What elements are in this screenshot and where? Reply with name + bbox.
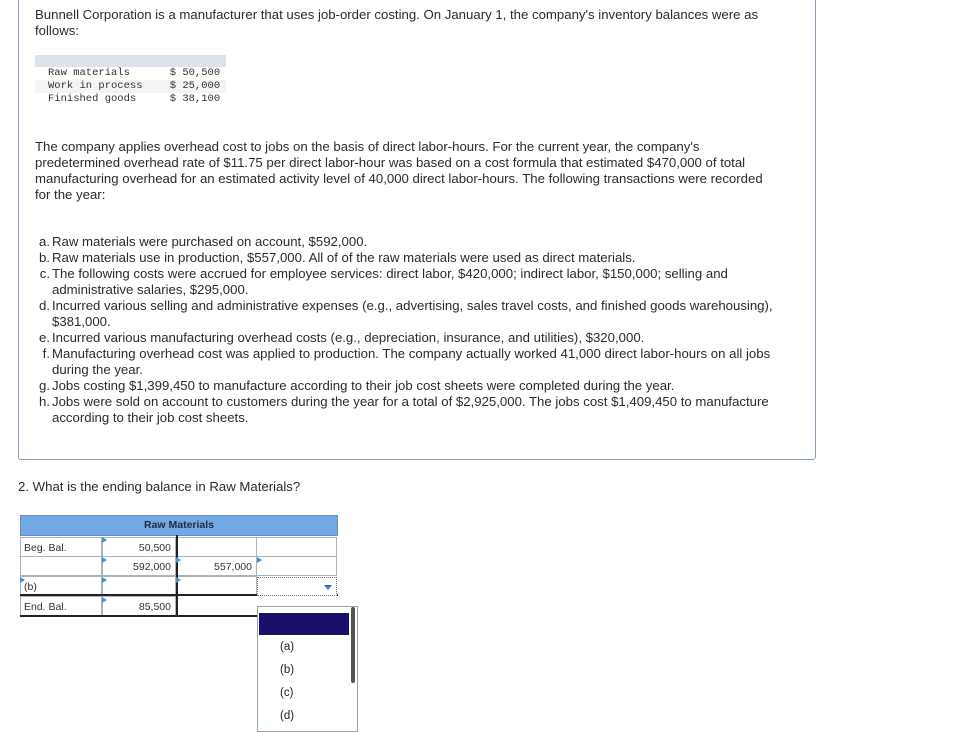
- entry-marker-icon: [102, 537, 107, 543]
- list-item: c. The following costs were accrued for employee services: direct labor, $420,000; indirect labor, $150,000; selling and administrative salaries, $295,000.: [39, 266, 728, 297]
- entry-marker-icon: [102, 557, 107, 563]
- t-account-bottom-line: [20, 615, 257, 617]
- problem-intro: Bunnell Corporation is a manufacturer that uses job-order costing. On January 1, the company's inventory balances were as follows:: [35, 7, 759, 38]
- entry-marker-icon: [176, 577, 181, 583]
- inventory-row: Finished goods $ 38,100: [48, 93, 221, 105]
- list-item: h. Jobs were sold on account to customers during the year for a total of $2,925,000. The jobs cost $1,409,450 to manufacture according to their job cost sheets.: [39, 394, 769, 425]
- dropdown-option-c[interactable]: (c): [280, 687, 294, 699]
- beg-bal-label: Beg. Bal.: [20, 537, 102, 557]
- row3-label-input[interactable]: (b): [20, 576, 102, 596]
- transaction-list: [34, 234, 779, 426]
- list-item: e. Incurred various manufacturing overhead costs (e.g., depreciation, insurance, and utilities), $320,000.: [39, 330, 645, 345]
- dropdown-option-a[interactable]: (a): [280, 641, 295, 653]
- row2-debit[interactable]: 592,000: [102, 556, 176, 576]
- inventory-row: Work in process $ 25,000: [35, 80, 226, 93]
- list-item: a. Raw materials were purchased on account, $592,000.: [39, 234, 368, 249]
- beg-bal-debit[interactable]: 50,500: [102, 537, 176, 557]
- row2-spacer: [257, 556, 337, 576]
- row3-debit-input[interactable]: [102, 576, 176, 596]
- dropdown-option-d[interactable]: (d): [280, 710, 295, 722]
- problem-paragraph: The company applies overhead cost to jobs on the basis of direct labor-hours. For the current year, the company's predetermined overhead rate of $11.75 per direct labor-hour was based on a cost formula that estimated $470,000 of total manufacturing overhead for an estimated activity level of 40,000 direct labor-hours. The following transactions were recorded for the year:: [35, 139, 763, 202]
- end-bal-debit[interactable]: 85,500: [102, 596, 176, 616]
- dropdown-scrollbar[interactable]: [351, 607, 355, 683]
- chevron-down-icon[interactable]: [324, 585, 332, 590]
- inventory-table: [35, 55, 226, 106]
- row1-credit-input[interactable]: [177, 537, 257, 557]
- list-item: d. Incurred various selling and administrative expenses (e.g., advertising, sales travel costs, and finished goods warehousing), $381,000.: [39, 298, 773, 329]
- entry-marker-icon: [176, 557, 181, 563]
- end-bal-label: End. Bal.: [20, 596, 102, 616]
- list-item: b. Raw materials use in production, $557,000. All of of the raw materials were used as direct materials.: [39, 250, 636, 265]
- row3-credit-input[interactable]: [177, 576, 257, 596]
- dropdown-selected-option[interactable]: [259, 613, 349, 635]
- entry-marker-icon: [257, 557, 262, 563]
- row2-credit[interactable]: 557,000: [177, 556, 257, 576]
- list-item: g. Jobs costing $1,399,450 to manufacture according to their job cost sheets were completed during the year.: [39, 378, 675, 393]
- dropdown-option-b[interactable]: (b): [280, 664, 295, 676]
- t-account-divider: [176, 535, 178, 617]
- inventory-row: Raw materials $ 50,500: [48, 67, 221, 79]
- entry-marker-icon: [20, 577, 25, 583]
- t-account-title: Raw Materials: [20, 515, 338, 536]
- row1-spacer: [257, 537, 337, 557]
- entry-marker-icon: [102, 577, 107, 583]
- credit-label-select[interactable]: [257, 577, 337, 596]
- dropdown-list[interactable]: [257, 606, 358, 732]
- entry-marker-icon: [102, 597, 107, 603]
- row2-label-input[interactable]: [20, 556, 102, 576]
- list-item: f. Manufacturing overhead cost was applied to production. The company actually worked 41,000 direct labor-hours on all jobs during the year.: [42, 346, 771, 377]
- question-text: 2. What is the ending balance in Raw Materials?: [18, 479, 301, 494]
